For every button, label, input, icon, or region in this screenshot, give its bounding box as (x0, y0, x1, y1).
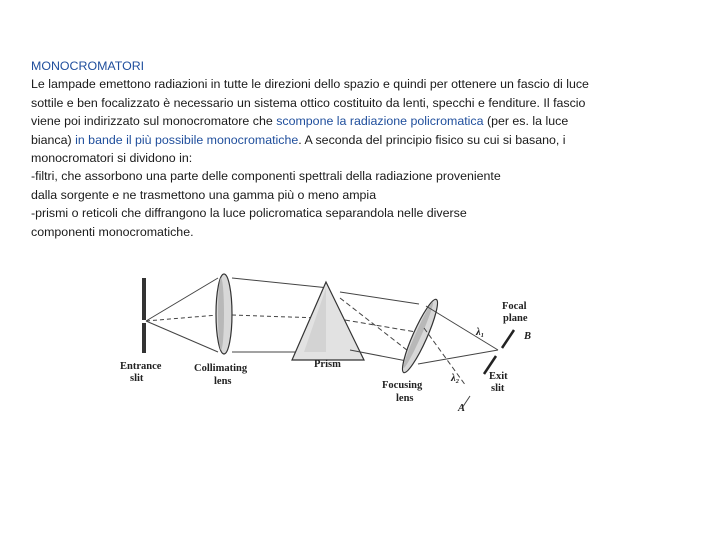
collimating-lens-label: lens (214, 376, 232, 387)
focusing-label: Focusing (382, 380, 423, 391)
text-run: dalla sorgente e ne trasmettono una gamma più o meno ampia (31, 187, 377, 202)
prism-label: Prism (314, 359, 341, 370)
exit-label: Exit (489, 371, 508, 382)
collimating-lens (216, 274, 232, 354)
paragraph-line-2 (31, 94, 681, 112)
point-b-label: B (524, 331, 532, 342)
list-item-prisms (31, 204, 681, 222)
list-item-prisms-cont (31, 223, 681, 241)
text-run: -filtri, che assorbono una parte delle componenti spettrali della radiazione proveniente (31, 169, 501, 184)
document-text (31, 57, 681, 241)
exit-slit-label: slit (491, 383, 505, 394)
paragraph-line-3 (31, 112, 681, 130)
paragraph-line-4 (31, 131, 681, 149)
text-run: monocromatori si dividono in: (31, 151, 193, 166)
text-run: viene poi indirizzato sul monocromatore che (31, 114, 277, 129)
focal-plane-label: plane (503, 313, 528, 324)
highlighted-phrase: scompone la radiazione policromatica (276, 114, 484, 129)
text-run: Le lampade emettono radiazioni in tutte le direzioni dello spazio e quindi per ottenere un fascio di luce (31, 77, 589, 92)
point-a-label: A (458, 403, 466, 414)
incident-rays (146, 278, 218, 352)
focusing-lens-label: lens (396, 393, 414, 404)
lambda1-label: λ₁ (476, 327, 485, 338)
focal-label: Focal (502, 301, 527, 312)
text-run: sottile e ben focalizzato è necessario un sistema ottico costituito da lenti, specchi e fenditure. Il fascio (31, 95, 586, 110)
text-run: bianca) (31, 132, 76, 147)
text-run: (per es. la luce (483, 114, 569, 129)
entrance-label: Entrance (120, 361, 162, 372)
list-item-filters (31, 167, 681, 185)
entrance-slit (142, 278, 146, 353)
lambda2-label: λ₂ (451, 373, 460, 384)
monochromator-svg (114, 268, 534, 418)
text-run: componenti monocromatiche. (31, 224, 194, 239)
highlighted-phrase: in bande il più possibile monocromatiche (75, 132, 299, 147)
collimating-label: Collimating (194, 363, 248, 374)
paragraph-line-5 (31, 149, 681, 167)
monochromator-diagram (114, 268, 534, 418)
text-run: -prismi o reticoli che diffrangono la luce policromatica separandola nelle diverse (31, 206, 467, 221)
document-title: MONOCROMATORI (31, 59, 145, 73)
paragraph-line-1 (31, 75, 681, 93)
list-item-filters-cont (31, 186, 681, 204)
entrance-slit-label: slit (130, 373, 144, 384)
text-run: . A seconda del principio fisico su cui si basano, i (298, 132, 566, 147)
